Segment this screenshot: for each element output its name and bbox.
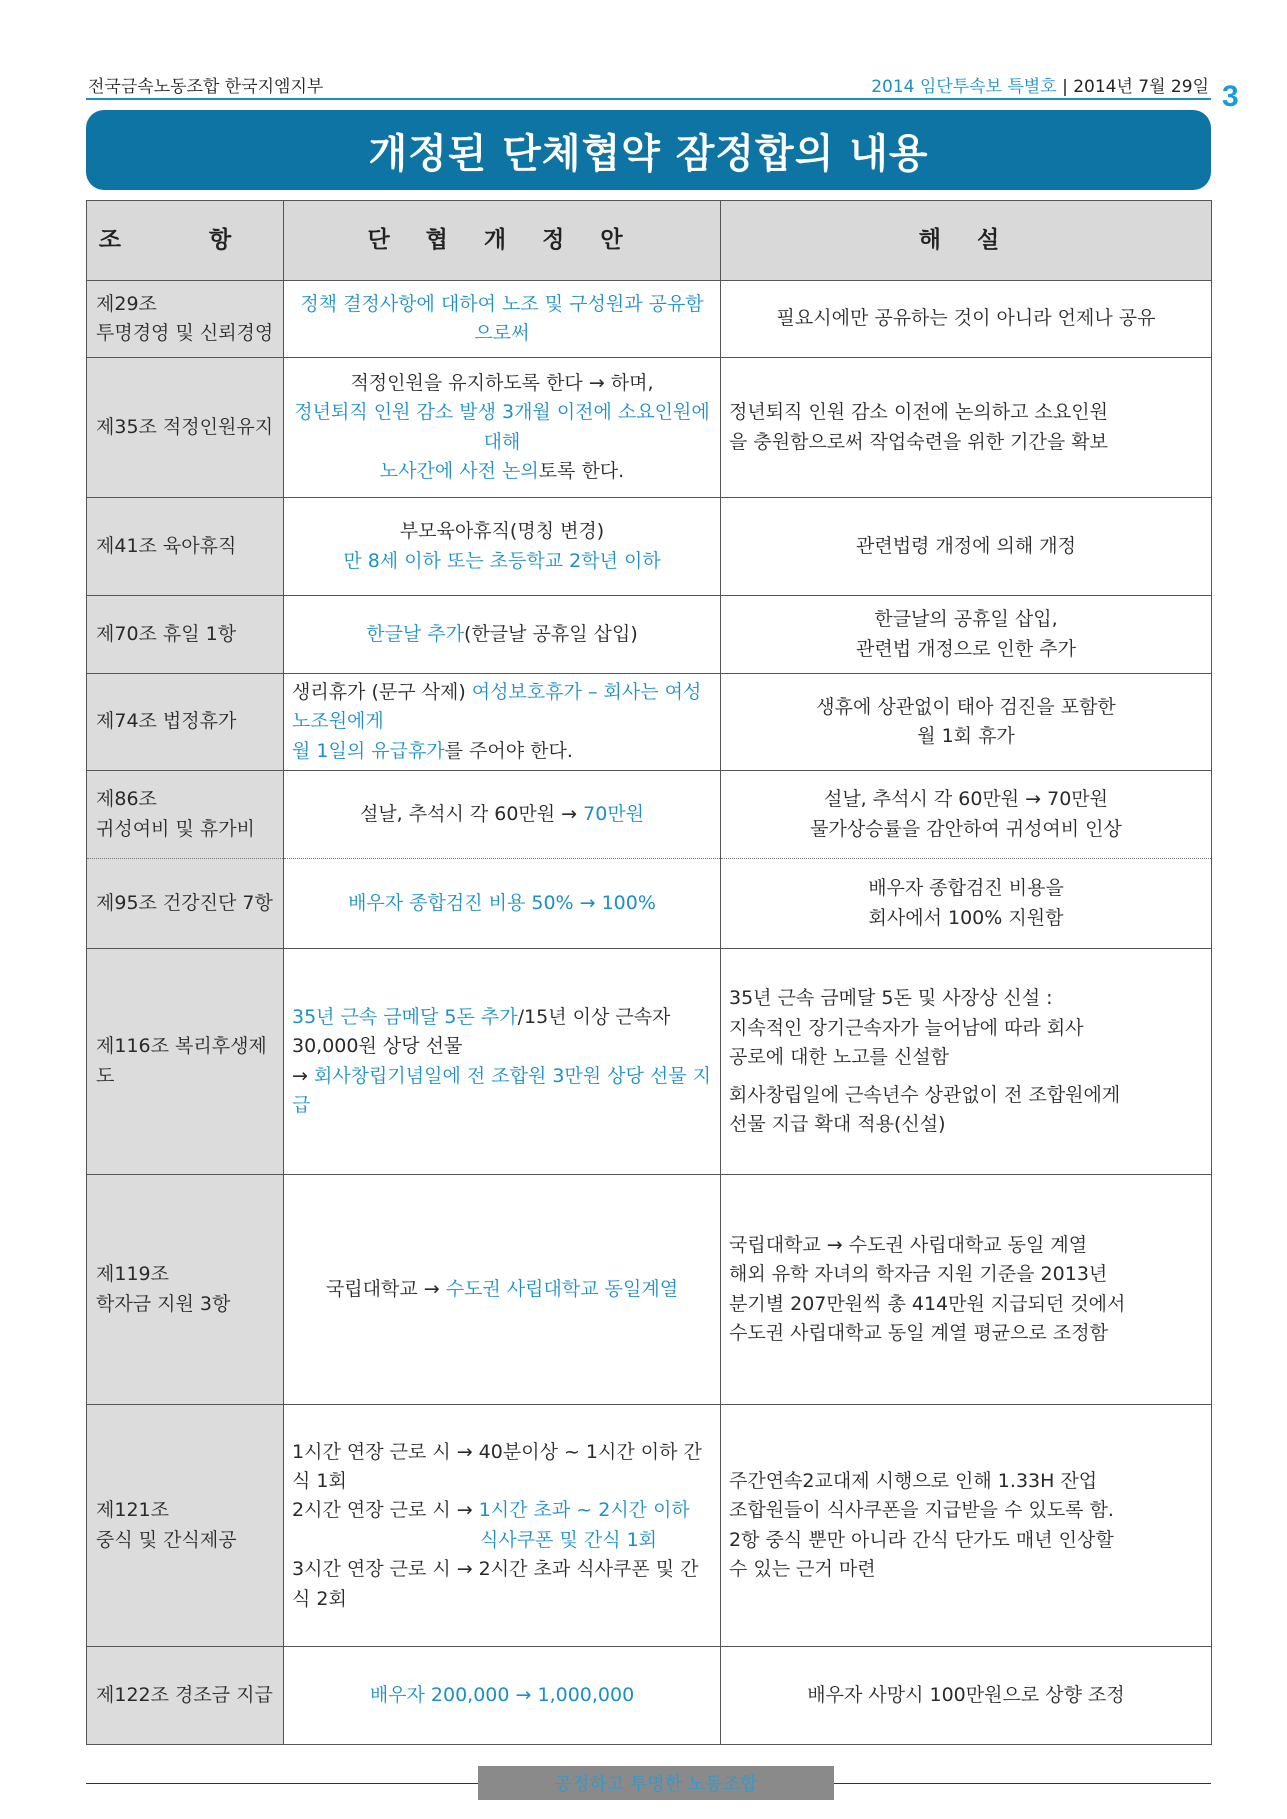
article-text: 제35조 적정인원유지 — [96, 415, 274, 438]
original-text: 부모육아휴직(명칭 변경) — [399, 520, 605, 543]
explanation-cell — [721, 596, 1212, 674]
article-cell — [87, 1405, 284, 1647]
amended-text: 수도권 사립대학교 동일계열 — [445, 1278, 679, 1301]
table-row — [87, 281, 1212, 358]
explanation-cell — [721, 358, 1212, 498]
explanation-text: 정년퇴직 인원 감소 이전에 논의하고 소요인원 — [729, 401, 1108, 424]
article-text: 제29조 — [96, 292, 157, 315]
org-name: 전국금속노동조합 한국지엠지부 — [88, 77, 324, 97]
proposal-cell — [284, 498, 721, 596]
explanation-cell — [721, 859, 1212, 949]
original-text: 1시간 연장 근로 시 → 40분이상 ~ 1시간 이하 간식 1회 — [292, 1440, 702, 1492]
edition-label: 2014 임단투속보 특별호 — [871, 77, 1057, 97]
original-text: 토록 한다. — [538, 459, 625, 482]
amended-text: 배우자 종합검진 비용 50% → 100% — [348, 892, 656, 915]
table-row — [87, 674, 1212, 771]
amended-text: 식사쿠폰 및 간식 1회 — [480, 1528, 658, 1551]
proposal-line — [292, 1062, 712, 1121]
explanation-text: 관련법령 개정에 의해 개정 — [855, 534, 1076, 557]
explanation-cell — [721, 1405, 1212, 1647]
explanation-text: 관련법 개정으로 인한 추가 — [855, 637, 1076, 660]
proposal-cell — [284, 674, 721, 771]
proposal-line — [292, 620, 712, 649]
article-text: 제86조 — [96, 788, 157, 811]
proposal-line — [292, 1526, 712, 1555]
proposal-cell — [284, 859, 721, 949]
proposal-line — [292, 1275, 712, 1304]
amended-text: 월 1일의 유급휴가 — [292, 739, 445, 762]
explanation-text: 해외 유학 자녀의 학자금 지원 기준을 2013년 — [729, 1263, 1108, 1286]
article-cell — [87, 1647, 284, 1745]
amended-text: 1시간 초과 ~ 2시간 이하 — [478, 1499, 690, 1522]
explanation-text: 수 있는 근거 마련 — [729, 1558, 876, 1581]
amended-text: 배우자 200,000 → 1,000,000 — [369, 1684, 635, 1707]
article-text: 귀성여비 및 휴가비 — [96, 817, 255, 840]
proposal-line — [292, 547, 712, 576]
explanation-text: 한글날의 공휴일 삽입, — [874, 608, 1058, 631]
article-text: 제70조 휴일 1항 — [96, 622, 237, 645]
issue-info — [871, 72, 1209, 97]
article-text: 제121조 — [96, 1499, 169, 1522]
original-text: 를 주어야 한다. — [444, 739, 573, 762]
table-row — [87, 1175, 1212, 1405]
article-text: 제41조 육아휴직 — [96, 534, 237, 557]
amended-text: 35년 근속 금메달 5돈 추가 — [292, 1005, 518, 1028]
article-text: 투명경영 및 신뢰경영 — [96, 322, 274, 344]
explanation-text: 선물 지급 확대 적용(신설) — [729, 1112, 946, 1135]
title-banner — [86, 110, 1211, 190]
explanation-text: 배우자 사망시 100만원으로 상향 조정 — [807, 1684, 1125, 1707]
explanation-text: 주간연속2교대제 시행으로 인해 1.33H 잔업 — [729, 1469, 1098, 1492]
article-cell — [87, 281, 284, 358]
amended-text: 70만원 — [583, 803, 645, 826]
table-row — [87, 859, 1212, 949]
issue-date: 2014년 7월 29일 — [1073, 77, 1209, 97]
proposal-cell — [284, 1405, 721, 1647]
footer-slogan: 공정하고 투명한 노동조합 — [554, 1774, 758, 1795]
article-text: 제116조 복리후생제도 — [96, 1035, 267, 1087]
column-header-article: 조 항 — [87, 201, 284, 281]
article-cell — [87, 859, 284, 949]
proposal-cell — [284, 1647, 721, 1745]
explanation-text: 설날, 추석시 각 60만원 → 70만원 — [823, 788, 1109, 811]
original-text: 2시간 연장 근로 시 → — [292, 1499, 479, 1522]
explanation-text: 회사창립일에 근속년수 상관없이 전 조합원에게 — [729, 1083, 1121, 1106]
explanation-text: 지속적인 장기근속자가 늘어남에 따라 회사 — [729, 1016, 1084, 1039]
article-cell — [87, 596, 284, 674]
explanation-text: 국립대학교 → 수도권 사립대학교 동일 계열 — [729, 1233, 1088, 1256]
proposal-line — [292, 290, 712, 349]
original-text: (한글날 공휴일 삽입) — [464, 622, 638, 645]
original-text: 국립대학교 → — [325, 1278, 446, 1301]
proposal-line — [292, 678, 712, 737]
explanation-text: 회사에서 100% 지원함 — [868, 906, 1064, 929]
proposal-cell — [284, 596, 721, 674]
proposal-cell — [284, 281, 721, 358]
explanation-cell — [721, 949, 1212, 1175]
article-text: 제95조 건강진단 7항 — [96, 892, 273, 915]
article-cell — [87, 1175, 284, 1405]
table-row — [87, 596, 1212, 674]
explanation-text: 필요시에만 공유하는 것이 아니라 언제나 공유 — [776, 307, 1156, 330]
article-text: 중식 및 간식제공 — [96, 1528, 237, 1551]
article-cell — [87, 358, 284, 498]
explanation-text: 분기별 207만원씩 총 414만원 지급되던 것에서 — [729, 1292, 1126, 1315]
original-text: /15년 이상 근속자 30,000원 상당 선물 — [292, 1005, 671, 1058]
explanation-text: 2항 중식 뿐만 아니라 간식 단가도 매년 인상할 — [729, 1528, 1114, 1551]
proposal-line — [292, 800, 712, 829]
explanation-text: 조합원들이 식사쿠폰을 지급받을 수 있도록 함. — [729, 1499, 1114, 1522]
original-text: → — [292, 1064, 314, 1087]
original-text: 3시간 연장 근로 시 → 2시간 초과 식사쿠폰 및 간식 2회 — [292, 1558, 699, 1610]
proposal-line — [292, 398, 712, 457]
proposal-line — [292, 1438, 712, 1497]
explanation-cell — [721, 1175, 1212, 1405]
original-text: 설날, 추석시 각 60만원 → — [359, 803, 584, 826]
proposal-line — [292, 457, 712, 486]
footer-banner — [478, 1766, 834, 1800]
page-number: 3 — [1222, 80, 1239, 113]
proposal-line — [292, 737, 712, 766]
article-cell — [87, 498, 284, 596]
article-cell — [87, 949, 284, 1175]
table-body — [87, 281, 1212, 1745]
proposal-cell — [284, 771, 721, 859]
explanation-text: 생휴에 상관없이 태아 검진을 포함한 — [816, 695, 1116, 718]
explanation-cell — [721, 674, 1212, 771]
explanation-cell — [721, 1647, 1212, 1745]
explanation-text: 을 충원함으로써 작업숙련을 위한 기간을 확보 — [729, 430, 1108, 453]
table-row — [87, 498, 1212, 596]
original-text: 생리휴가 (문구 삭제) — [292, 681, 472, 703]
table-row — [87, 358, 1212, 498]
proposal-line — [292, 1496, 712, 1525]
amended-text: 정년퇴직 인원 감소 발생 3개월 이전에 소요인원에 대해 — [294, 401, 710, 453]
proposal-line — [292, 369, 712, 398]
article-text: 학자금 지원 3항 — [96, 1292, 231, 1315]
explanation-cell — [721, 771, 1212, 859]
proposal-cell — [284, 949, 721, 1175]
table-row — [87, 1405, 1212, 1647]
article-cell — [87, 771, 284, 859]
explanation-text: 수도권 사립대학교 동일 계열 평균으로 조정함 — [729, 1322, 1108, 1345]
proposal-cell — [284, 358, 721, 498]
table-row — [87, 771, 1212, 859]
original-text: 적정인원을 유지하도록 한다 → 하며, — [350, 371, 654, 394]
column-header-proposal: 단 협 개 정 안 — [284, 201, 721, 281]
article-text: 제119조 — [96, 1263, 169, 1286]
amended-text: 노사간에 사전 논의 — [379, 459, 539, 482]
article-text: 제74조 법정휴가 — [96, 710, 237, 733]
amended-text: 정책 결정사항에 대하여 노조 및 구성원과 공유함으로써 — [300, 292, 704, 344]
explanation-text: 배우자 종합검진 비용을 — [868, 877, 1064, 900]
proposal-cell — [284, 1175, 721, 1405]
proposal-line — [292, 889, 712, 918]
explanation-text: 월 1회 휴가 — [917, 725, 1015, 748]
amended-text: 한글날 추가 — [366, 622, 465, 645]
amended-text: 만 8세 이하 또는 초등학교 2학년 이하 — [343, 549, 661, 572]
explanation-cell — [721, 281, 1212, 358]
proposal-line — [292, 517, 712, 546]
proposal-line — [292, 1003, 712, 1062]
table-header-row — [87, 201, 1212, 281]
page-title: 개정된 단체협약 잠정합의 내용 — [368, 130, 929, 177]
proposal-line — [292, 1555, 712, 1614]
table-row — [87, 1647, 1212, 1745]
page-header — [86, 70, 1211, 100]
amendment-table — [86, 200, 1212, 1745]
proposal-line — [292, 1681, 712, 1710]
header-separator: | — [1062, 77, 1068, 97]
explanation-text: 물가상승률을 감안하여 귀성여비 인상 — [810, 817, 1122, 840]
article-cell — [87, 674, 284, 771]
explanation-text: 공로에 대한 노고를 신설함 — [729, 1046, 950, 1069]
explanation-text: 35년 근속 금메달 5돈 및 사장상 신설 : — [729, 987, 1053, 1010]
explanation-cell — [721, 498, 1212, 596]
amended-text: 여성보호휴가 – 회사는 여성 노조원에게 — [292, 681, 702, 733]
column-header-explanation: 해 설 — [721, 201, 1212, 281]
amended-text: 회사창립기념일에 전 조합원 3만원 상당 선물 지급 — [292, 1064, 712, 1117]
table-row — [87, 949, 1212, 1175]
article-text: 제122조 경조금 지급 — [96, 1684, 273, 1707]
